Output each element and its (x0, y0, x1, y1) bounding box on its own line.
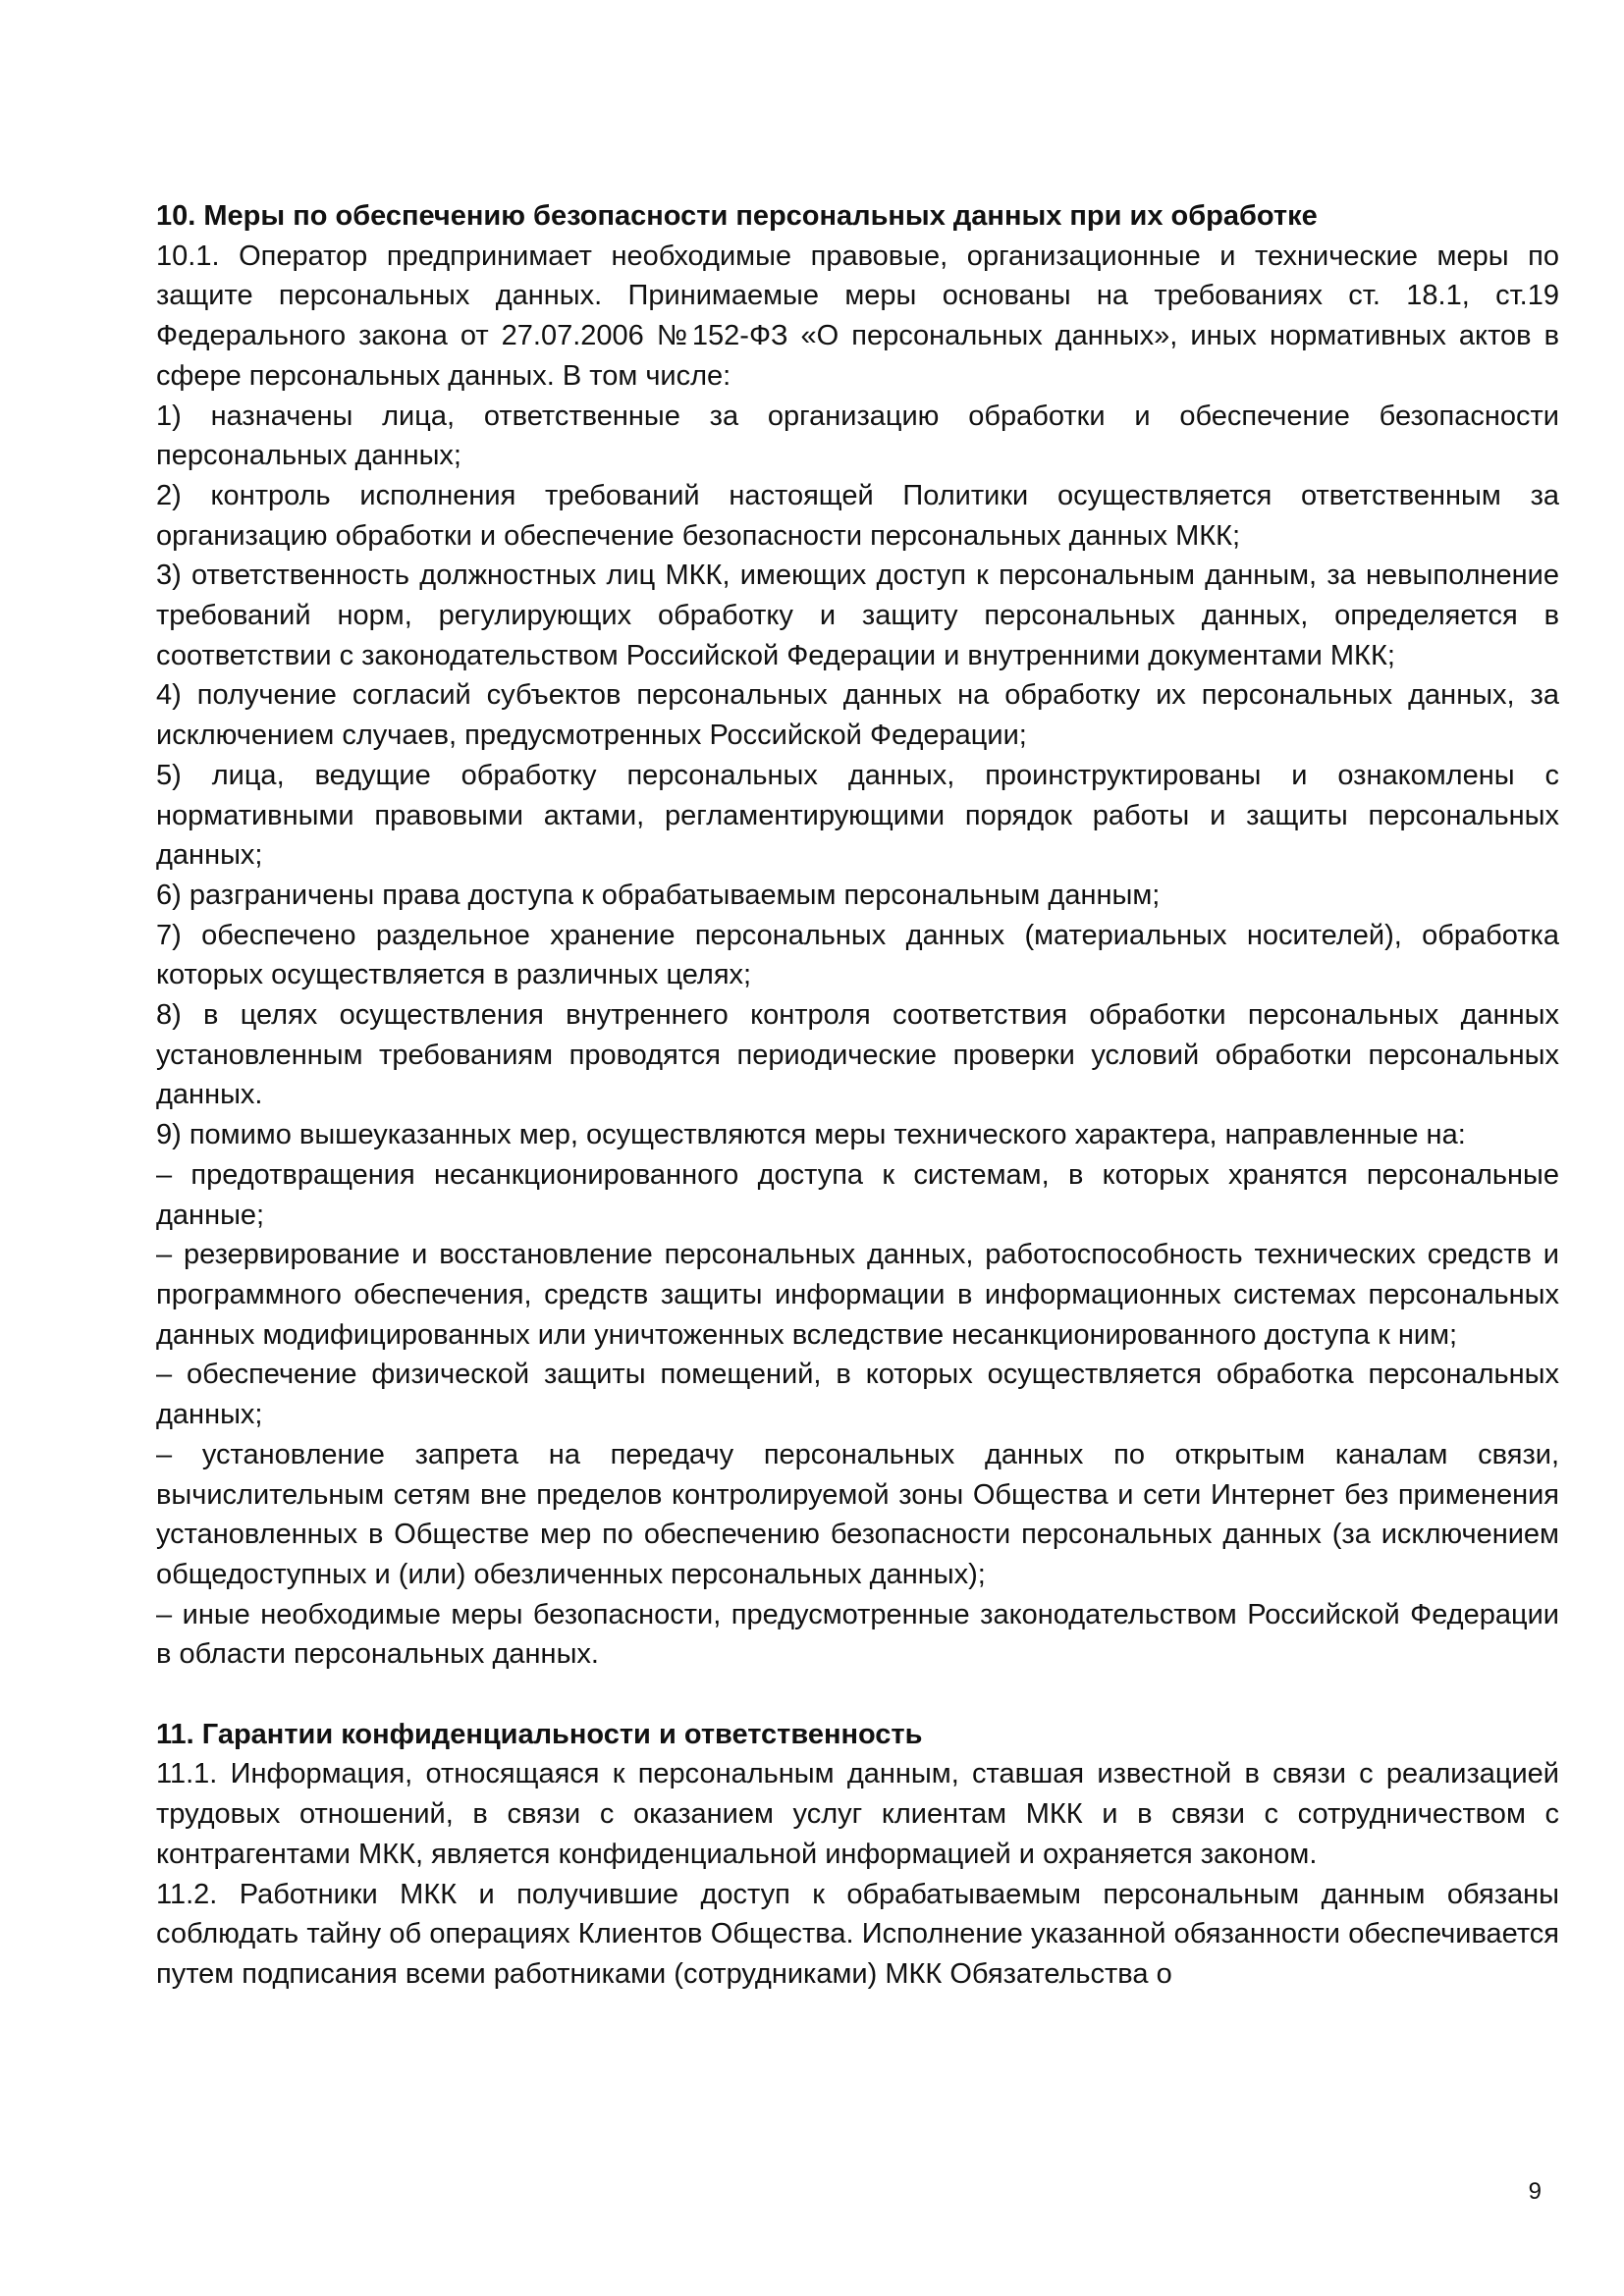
list-item-6: 6) разграничены права доступа к обрабатываемым персональным данным; (156, 879, 1161, 911)
paragraph-11-1: 11.1. Информация, относящаяся к персональным данным, ставшая известной в связи с реализацией трудовых отношений, в связи с оказанием услуг клиентам МКК и в связи с сотрудничеством с контрагентами МКК, является конфиденциальной информацией и охраняется законом. (156, 1758, 1559, 1870)
section-spacer (156, 1675, 1559, 1715)
section-10-heading: 10. Меры по обеспечению безопасности персональных данных при их обработке (156, 200, 1318, 232)
list-item-4: 4) получение согласий субъектов персональных данных на обработку их персональных данных, за исключением случаев, предусмотренных Российской Федерации; (156, 679, 1559, 752)
paragraph-11-2: 11.2. Работники МКК и получившие доступ к обрабатываемым персональным данным обязаны соблюдать тайну об операциях Клиентов Общества. Исполнение указанной обязанности обеспечивается путем подписания всеми работниками (сотрудниками) МКК Обязательства о (156, 1878, 1559, 1990)
section-11-heading: 11. Гарантии конфиденциальности и ответственность (156, 1718, 923, 1750)
list-item-8: 8) в целях осуществления внутреннего контроля соответствия обработки персональных данных установленным требованиям проводятся периодические проверки условий обработки персональных данных. (156, 999, 1559, 1111)
document-page (156, 196, 1559, 1995)
dash-item-4: – установление запрета на передачу персональных данных по открытым каналам связи, вычислительным сетям вне пределов контролируемой зоны Общества и сети Интернет без применения установленных в Обществе мер по обеспечению безопасности персональных данных (за исключением общедоступных и (или) обезличенных персональных данных); (156, 1438, 1559, 1590)
list-item-1: 1) назначены лица, ответственные за организацию обработки и обеспечение безопасности персональных данных; (156, 400, 1559, 472)
dash-item-2: – резервирование и восстановление персональных данных, работоспособность технических средств и программного обеспечения, средств защиты информации в информационных системах персональных данных модифицированных или уничтоженных вследствие несанкционированного доступа к ним; (156, 1239, 1559, 1351)
list-item-7: 7) обеспечено раздельное хранение персональных данных (материальных носителей), обработка которых осуществляется в различных целях; (156, 919, 1559, 991)
list-item-2: 2) контроль исполнения требований настоящей Политики осуществляется ответственным за организацию обработки и обеспечение безопасности персональных данных МКК; (156, 479, 1559, 552)
list-item-9: 9) помимо вышеуказанных мер, осуществляются меры технического характера, направленные на: (156, 1119, 1466, 1151)
dash-item-1: – предотвращения несанкционированного доступа к системам, в которых хранятся персональные данные; (156, 1158, 1559, 1231)
list-item-5: 5) лица, ведущие обработку персональных данных, проинструктированы и ознакомлены с нормативными правовыми актами, регламентирующими порядок работы и защиты персональных данных; (156, 759, 1559, 872)
paragraph-10-1: 10.1. Оператор предпринимает необходимые правовые, организационные и технические меры по защите персональных данных. Принимаемые меры основаны на требованиях ст. 18.1, ст.19 Федерального закона от 27.07.2006 №152-ФЗ «О персональных данных», иных нормативных актов в сфере персональных данных. В том числе: (156, 240, 1559, 392)
list-item-3: 3) ответственность должностных лиц МКК, имеющих доступ к персональным данным, за невыполнение требований норм, регулирующих обработку и защиту персональных данных, определяется в соответствии с законодательством Российской Федерации и внутренними документами МКК; (156, 560, 1559, 671)
dash-item-3: – обеспечение физической защиты помещений, в которых осуществляется обработка персональных данных; (156, 1359, 1559, 1431)
dash-item-5: – иные необходимые меры безопасности, предусмотренные законодательством Российской Федерации в области персональных данных. (156, 1598, 1559, 1671)
page-number: 9 (1528, 2178, 1542, 2205)
